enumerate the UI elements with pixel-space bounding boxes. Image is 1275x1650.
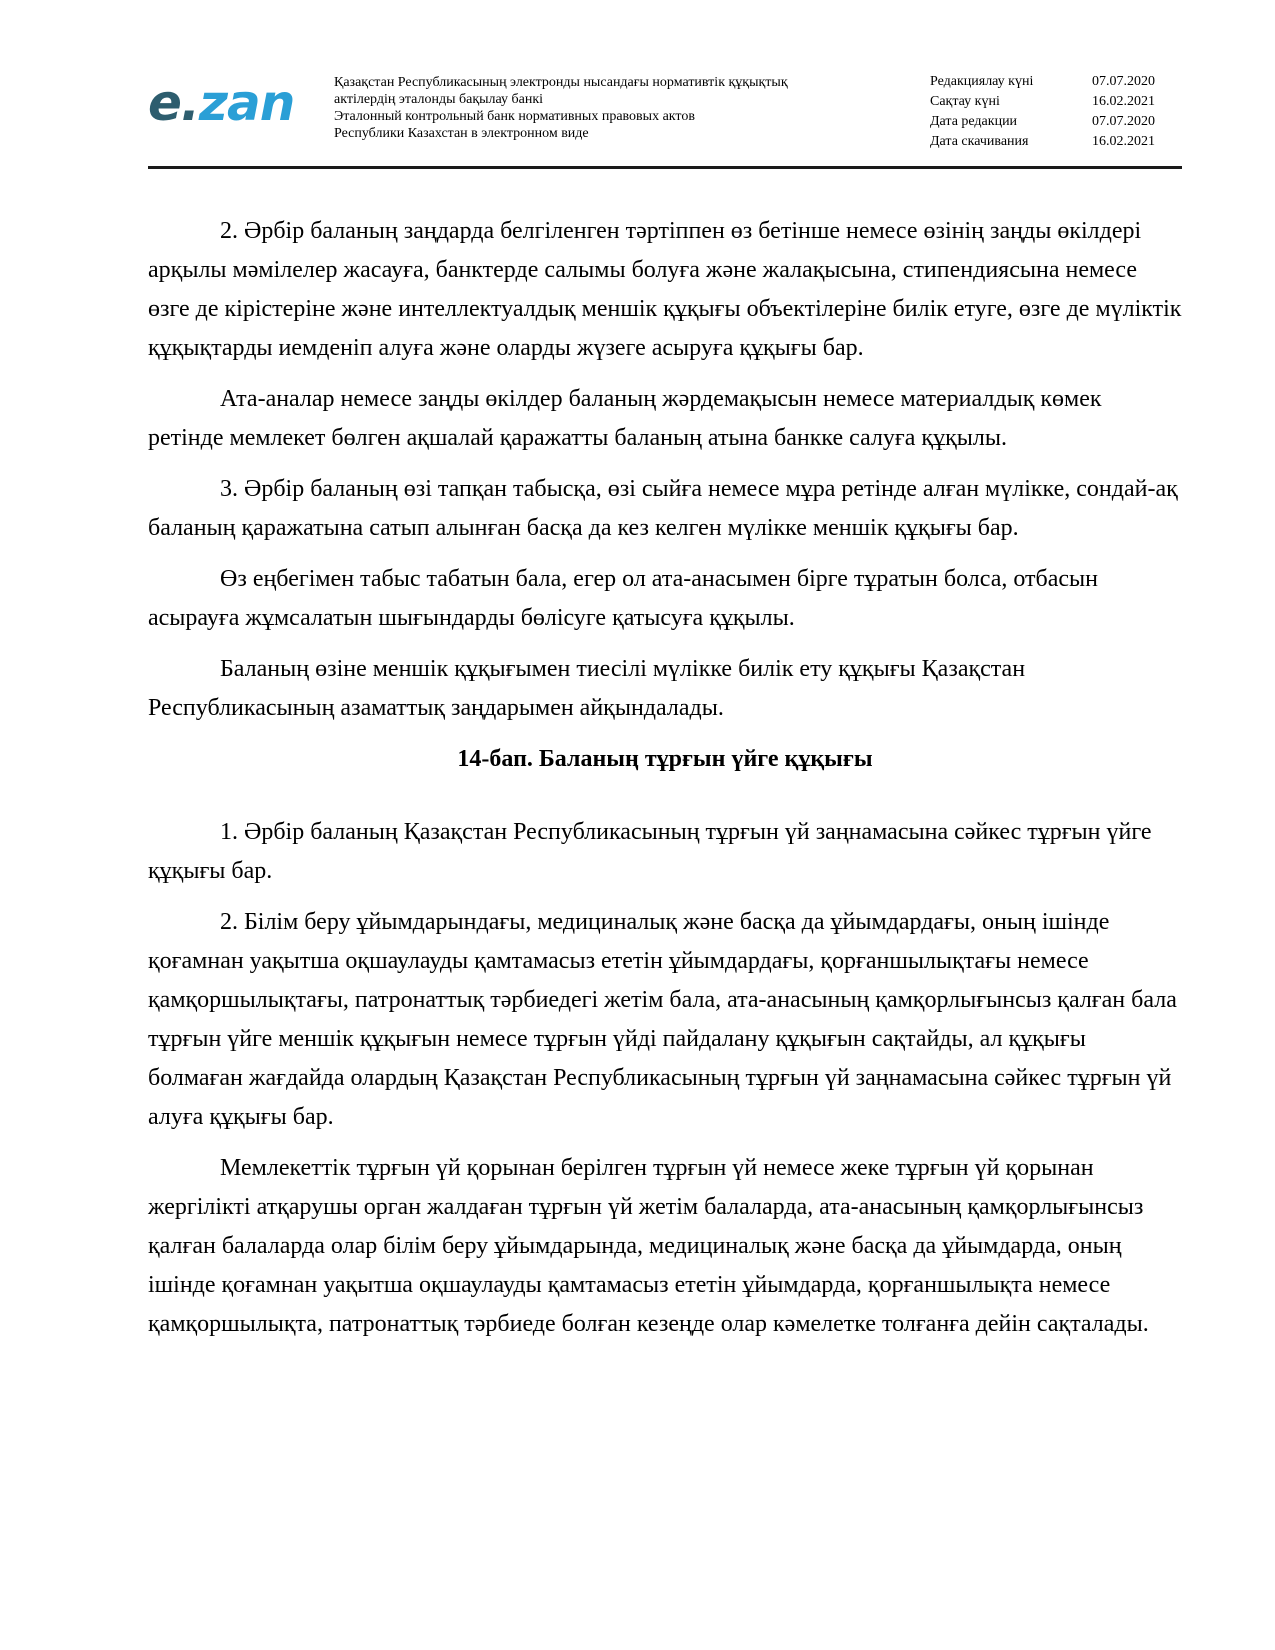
paragraph: Өз еңбегімен табыс табатын бала, егер ол ата-анасымен бірге тұратын болса, отбасын асырауға жұмсалатын шығындарды бөлісуге қатысуға құқылы. (148, 566, 1099, 631)
meta-value: 16.02.2021 (1092, 94, 1155, 109)
logo-dot: . (180, 74, 199, 132)
meta-row (930, 112, 1190, 132)
header-title-line: актілердің эталонды бақылау банкі (334, 92, 544, 107)
article-heading: 14-бап. Баланың тұрғын үйге құқығы (457, 746, 873, 772)
paragraph: Баланың өзіне меншік құқығымен тиесілі мүлікке билік ету құқығы Қазақстан Республикасының азаматтық заңдарымен айқындалады. (148, 656, 1026, 721)
paragraph: 1. Әрбір баланың Қазақстан Республикасының тұрғын үй заңнамасына сәйкес тұрғын үйге құқығы бар. (148, 819, 1152, 884)
meta-value: 07.07.2020 (1092, 74, 1155, 89)
meta-label: Сақтау күні (930, 94, 1000, 109)
meta-value: 16.02.2021 (1092, 134, 1155, 149)
meta-label: Дата скачивания (930, 134, 1029, 149)
header-title-line: Республики Казахстан в электронном виде (334, 126, 589, 141)
paragraph: 2. Әрбір баланың заңдарда белгіленген тәртіппен өз бетінше немесе өзінің заңды өкілдері арқылы мәмілелер жасауға, банктерде салымы болуға және жалақысына, стипендиясына немесе өзге де кірістеріне және интеллектуалдық меншік құқығы объектілеріне билік етуге, өзге де мүліктік құқықтарды иемденіп алуға және оларды жүзеге асыруға құқығы бар. (148, 218, 1182, 361)
meta-row (930, 72, 1190, 92)
meta-row (930, 132, 1190, 152)
document-body (148, 212, 1182, 1356)
meta-value: 07.07.2020 (1092, 114, 1155, 129)
meta-label: Редакциялау күні (930, 74, 1034, 89)
paragraph: Мемлекеттік тұрғын үй қорынан берілген тұрғын үй немесе жеке тұрғын үй қорынан жергілікті атқарушы орган жалдаған тұрғын үй жетім балаларда, ата-анасының қамқорлығынсыз қалған балаларда олар білім беру ұйымдарында, медициналық және басқа да ұйымдарда, оның ішінде қоғамнан уақытша оқшаулауды қамтамасыз ететін ұйымдарда, қорғаншылықта немесе қамқоршылықта, патронаттық тәрбиеде болған кезеңде олар кәмелетке толғанға дейін сақталады. (148, 1155, 1149, 1337)
meta-row (930, 92, 1190, 112)
header-title-line: Қазақстан Республикасының электронды нысандағы нормативтік құқықтық (334, 75, 788, 90)
logo-e: e (148, 74, 181, 132)
paragraph: Ата-аналар немесе заңды өкілдер баланың жәрдемақысын немесе материалдық көмек ретінде мемлекет бөлген ақшалай қаражатты баланың атына банкке салуға құқылы. (148, 386, 1102, 451)
header-meta (930, 72, 1190, 152)
document-header (148, 68, 1182, 169)
header-title-line: Эталонный контрольный банк нормативных правовых актов (334, 109, 695, 124)
meta-label: Дата редакции (930, 114, 1018, 129)
header-titles (334, 74, 894, 142)
paragraph: 3. Әрбір баланың өзі тапқан табысқа, өзі сыйға немесе мұра ретінде алған мүлікке, сондай-ақ баланың қаражатына сатып алынған басқа да кез келген мүлікке меншік құқығы бар. (148, 476, 1178, 541)
ezan-logo (148, 74, 295, 132)
paragraph: 2. Білім беру ұйымдарындағы, медициналық және басқа да ұйымдардағы, оның ішінде қоғамнан уақытша оқшаулауды қамтамасыз ететін ұйымдардағы, қорғаншылықтағы немесе қамқоршылықтағы, патронаттық тәрбиедегі жетім бала, ата-анасының қамқорлығынсыз қалған бала тұрғын үйге меншік құқығын немесе тұрғын үйді пайдалану құқығын сақтайды, ал құқығы болмаған жағдайда олардың Қазақстан Республикасының тұрғын үй заңнамасына сәйкес тұрғын үй алуға құқығы бар. (148, 909, 1177, 1130)
logo-zan: zan (198, 74, 295, 132)
